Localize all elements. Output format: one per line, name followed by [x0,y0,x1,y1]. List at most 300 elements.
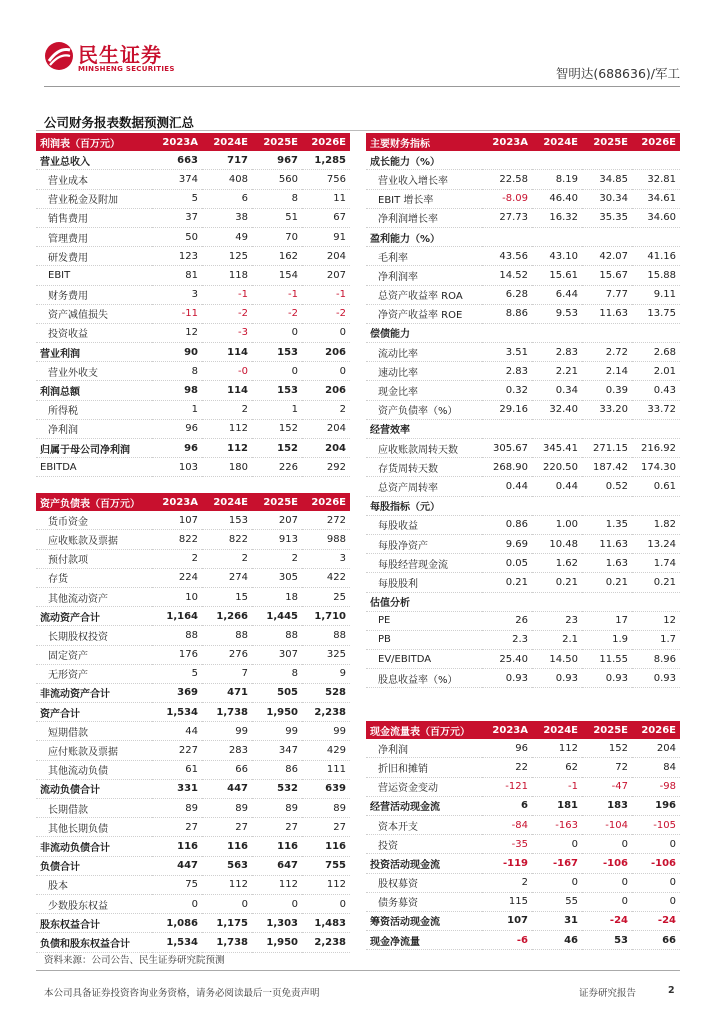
row-label: 每股净资产 [366,534,482,553]
footer-report-type: 证券研究报告 [579,988,637,999]
table-row [366,669,680,688]
value-cell: 9 [302,664,350,683]
value-cell: 204 [302,439,350,458]
value-cell: 1,483 [302,914,350,933]
value-cell: 33.72 [632,400,680,419]
value-cell: 0 [582,873,632,892]
table-row [366,796,680,815]
table-row [366,911,680,930]
value-cell: 0.44 [482,477,532,496]
value-cell: 15 [202,587,252,606]
table-row [36,511,350,530]
value-cell: 447 [202,779,252,798]
table-row [366,835,680,854]
value-cell: 162 [252,247,302,266]
value-cell: 422 [302,568,350,587]
table-title-cell: 资产负债表（百万元） [36,493,152,511]
row-label: 投资 [366,835,482,854]
value-cell: 9.11 [632,285,680,304]
row-label: 股东权益合计 [36,914,152,933]
value-cell: 447 [152,856,202,875]
value-cell: -106 [582,854,632,873]
table-row [36,247,350,266]
row-label: 折旧和摊销 [366,758,482,777]
table-row [36,400,350,419]
row-label: 毛利率 [366,247,482,266]
row-label: 非流动负债合计 [36,837,152,856]
table-row [366,458,680,477]
value-cell: 13.75 [632,304,680,323]
table-row [36,894,350,913]
table-row [366,189,680,208]
value-cell: 116 [152,837,202,856]
table-row [36,549,350,568]
value-cell: 15.61 [532,266,582,285]
table-row [366,477,680,496]
value-cell: 25.40 [482,650,532,669]
value-cell: 3 [302,549,350,568]
value-cell [632,496,680,515]
value-cell: 0 [152,894,202,913]
row-label: 投资活动现金流 [366,854,482,873]
table-row [36,343,350,362]
value-cell: 11.63 [582,534,632,553]
value-cell: 84 [632,758,680,777]
value-cell: 55 [532,892,582,911]
year-header-cell: 2023A [482,133,532,151]
value-cell: -1 [202,285,252,304]
row-label: 研发费用 [36,247,152,266]
value-cell: 27.73 [482,208,532,227]
value-cell: 8 [252,664,302,683]
table-row [366,266,680,285]
row-label: 流动比率 [366,343,482,362]
value-cell: 62 [532,758,582,777]
header-divider [44,86,680,87]
value-cell: 125 [202,247,252,266]
table-row [36,323,350,342]
table-row [36,760,350,779]
value-cell: 115 [482,892,532,911]
table-row [366,630,680,649]
table-row [366,439,680,458]
table-header-row [36,493,350,511]
value-cell: 112 [202,875,252,894]
value-cell: -24 [582,911,632,930]
table-header-row [366,721,680,739]
value-cell: 96 [152,439,202,458]
value-cell: 187.42 [582,458,632,477]
value-cell: -8.09 [482,189,532,208]
value-cell: 2.01 [632,362,680,381]
value-cell: 1.74 [632,554,680,573]
row-label: 非流动资产合计 [36,683,152,702]
balance-sheet-table [36,493,350,953]
value-cell: 23 [532,611,582,630]
value-cell: 15.88 [632,266,680,285]
value-cell: 374 [152,170,202,189]
row-label: 其他流动负债 [36,760,152,779]
value-cell: 46.40 [532,189,582,208]
value-cell: 33.20 [582,400,632,419]
table-row [366,815,680,834]
value-cell: 532 [252,779,302,798]
value-cell: 471 [202,683,252,702]
table-row [36,304,350,323]
value-cell: 0.61 [632,477,680,496]
value-cell: 88 [202,626,252,645]
row-label: 筹资活动现金流 [366,911,482,930]
key-indicators-table [366,133,680,688]
value-cell: 0 [532,873,582,892]
row-label: 每股股利 [366,573,482,592]
value-cell [532,592,582,611]
value-cell: 2,238 [302,703,350,722]
value-cell: 53 [582,931,632,950]
row-label: 归属于母公司净利润 [36,439,152,458]
value-cell: 6 [202,189,252,208]
value-cell: 2 [152,549,202,568]
value-cell: 89 [152,799,202,818]
table-row [36,818,350,837]
value-cell: 1,710 [302,607,350,626]
value-cell: -2 [202,304,252,323]
value-cell: 112 [202,439,252,458]
value-cell: 196 [632,796,680,815]
table-row [36,875,350,894]
value-cell: 429 [302,741,350,760]
value-cell: 26 [482,611,532,630]
year-header-cell: 2025E [582,133,632,151]
value-cell [632,592,680,611]
table-row [366,611,680,630]
value-cell: 1,086 [152,914,202,933]
year-header-cell: 2024E [202,493,252,511]
value-cell: 3 [152,285,202,304]
row-label: 净利润率 [366,266,482,285]
value-cell: 27 [152,818,202,837]
value-cell: -106 [632,854,680,873]
table-row [366,362,680,381]
value-cell: 0.05 [482,554,532,573]
value-cell: 116 [252,837,302,856]
value-cell: 0 [302,894,350,913]
value-cell: 43.56 [482,247,532,266]
value-cell: 27 [302,818,350,837]
value-cell: 216.92 [632,439,680,458]
value-cell: 0.93 [582,669,632,688]
value-cell: 913 [252,530,302,549]
table-row [36,607,350,626]
value-cell [582,496,632,515]
row-label: 债务募资 [366,892,482,911]
table-row [366,892,680,911]
value-cell: 118 [202,266,252,285]
value-cell: -104 [582,815,632,834]
value-cell: -1 [252,285,302,304]
value-cell: 274 [202,568,252,587]
value-cell: 1,738 [202,933,252,952]
year-header-cell: 2025E [252,493,302,511]
row-label: 其他长期负债 [36,818,152,837]
value-cell: 2.3 [482,630,532,649]
table-row [36,741,350,760]
value-cell: 0.93 [532,669,582,688]
value-cell: 152 [252,439,302,458]
row-label: 营业收入增长率 [366,170,482,189]
value-cell: 44 [152,722,202,741]
value-cell [482,323,532,342]
value-cell: 1.00 [532,515,582,534]
table-row [366,151,680,170]
value-cell: 46 [532,931,582,950]
value-cell: 7 [202,664,252,683]
year-header-cell: 2024E [202,133,252,151]
table-row [366,534,680,553]
value-cell: 226 [252,458,302,477]
value-cell: 180 [202,458,252,477]
value-cell: 153 [202,511,252,530]
value-cell: 8 [252,189,302,208]
value-cell: 88 [152,626,202,645]
value-cell: 88 [252,626,302,645]
year-header-cell: 2025E [252,133,302,151]
row-label: 应收账款及票据 [36,530,152,549]
row-label: 盈利能力（%） [366,227,482,246]
row-label: 无形资产 [36,664,152,683]
row-label: 短期借款 [36,722,152,741]
logo-text-en: MINSHENG SECURITIES [78,65,175,73]
row-label: 利润总额 [36,381,152,400]
value-cell [532,419,582,438]
value-cell: -121 [482,777,532,796]
value-cell: 1 [252,400,302,419]
value-cell: 307 [252,645,302,664]
footer-disclaimer: 本公司具备证券投资咨询业务资格，请务必阅读最后一页免责声明 [44,988,320,999]
value-cell: 66 [632,931,680,950]
table-row [366,381,680,400]
value-cell: 207 [252,511,302,530]
table-row [36,703,350,722]
row-label: 应收账款周转天数 [366,439,482,458]
value-cell: 43.10 [532,247,582,266]
value-cell: 967 [252,151,302,170]
cash-flow-table [366,721,680,950]
value-cell: 6 [482,796,532,815]
row-label: 营业外收支 [36,362,152,381]
value-cell: 0.43 [632,381,680,400]
year-header-cell: 2023A [482,721,532,739]
value-cell: 647 [252,856,302,875]
table-row [36,530,350,549]
row-label: 货币资金 [36,511,152,530]
value-cell: 34.85 [582,170,632,189]
value-cell: 0 [302,323,350,342]
value-cell: 183 [582,796,632,815]
value-cell: 822 [152,530,202,549]
table-row [36,683,350,702]
value-cell: -2 [252,304,302,323]
value-cell: 32.81 [632,170,680,189]
year-header-cell: 2024E [532,721,582,739]
value-cell [632,323,680,342]
row-label: 负债合计 [36,856,152,875]
value-cell: 116 [302,837,350,856]
table-row [36,458,350,477]
table-row [366,854,680,873]
value-cell: 176 [152,645,202,664]
row-label: 每股经营现金流 [366,554,482,573]
year-header-cell: 2026E [302,133,350,151]
year-header-cell: 2025E [582,721,632,739]
table-row [36,626,350,645]
row-label: 销售费用 [36,208,152,227]
page-number: 2 [668,985,675,996]
value-cell: -163 [532,815,582,834]
title-divider [36,130,680,131]
value-cell: 51 [252,208,302,227]
value-cell: 114 [202,343,252,362]
value-cell: 325 [302,645,350,664]
value-cell: 305.67 [482,439,532,458]
value-cell: 1.9 [582,630,632,649]
row-label: 偿债能力 [366,323,482,342]
table-row [36,381,350,400]
value-cell [482,151,532,170]
footer-divider [36,970,680,971]
value-cell: 206 [302,381,350,400]
value-cell: 505 [252,683,302,702]
value-cell: 204 [632,739,680,758]
value-cell: 152 [582,739,632,758]
value-cell: -105 [632,815,680,834]
value-cell: 153 [252,343,302,362]
value-cell: 2.72 [582,343,632,362]
value-cell: 107 [152,511,202,530]
value-cell: 224 [152,568,202,587]
value-cell: 34.61 [632,189,680,208]
value-cell [532,323,582,342]
value-cell: 99 [252,722,302,741]
value-cell [582,227,632,246]
value-cell: 8 [152,362,202,381]
value-cell: 37 [152,208,202,227]
row-label: PE [366,611,482,630]
value-cell: 2 [252,549,302,568]
value-cell: 207 [302,266,350,285]
value-cell: 99 [302,722,350,741]
value-cell [632,419,680,438]
value-cell: 206 [302,343,350,362]
value-cell: 99 [202,722,252,741]
value-cell: 1.63 [582,554,632,573]
value-cell: 22.58 [482,170,532,189]
value-cell: 1,445 [252,607,302,626]
value-cell [532,496,582,515]
value-cell: 27 [202,818,252,837]
value-cell: 86 [252,760,302,779]
table-row [366,592,680,611]
value-cell: 0.21 [532,573,582,592]
value-cell: 153 [252,381,302,400]
value-cell: 1,164 [152,607,202,626]
value-cell: 22 [482,758,532,777]
row-label: 净资产收益率 ROE [366,304,482,323]
table-row [366,739,680,758]
row-label: 资产负债率（%） [366,400,482,419]
value-cell: 111 [302,760,350,779]
row-label: EV/EBITDA [366,650,482,669]
value-cell: 0 [252,362,302,381]
value-cell: 8.19 [532,170,582,189]
value-cell: 81 [152,266,202,285]
table-row [36,439,350,458]
table-row [366,170,680,189]
value-cell: 31 [532,911,582,930]
value-cell: 345.41 [532,439,582,458]
value-cell: 2,238 [302,933,350,952]
table-title-cell: 现金流量表（百万元） [366,721,482,739]
value-cell: 1,266 [202,607,252,626]
value-cell: 25 [302,587,350,606]
table-row [36,645,350,664]
table-row [36,779,350,798]
value-cell: 2.1 [532,630,582,649]
value-cell: 822 [202,530,252,549]
value-cell: 29.16 [482,400,532,419]
row-label: 股本 [36,875,152,894]
value-cell: 0.34 [532,381,582,400]
value-cell [482,419,532,438]
table-row [366,285,680,304]
year-header-cell: 2026E [632,721,680,739]
value-cell: 27 [252,818,302,837]
value-cell: 220.50 [532,458,582,477]
row-label: 固定资产 [36,645,152,664]
value-cell: 103 [152,458,202,477]
value-cell: 0.52 [582,477,632,496]
value-cell: 1,285 [302,151,350,170]
value-cell: 98 [152,381,202,400]
value-cell: 1.82 [632,515,680,534]
table-row [366,758,680,777]
value-cell: 283 [202,741,252,760]
value-cell: 42.07 [582,247,632,266]
value-cell: 41.16 [632,247,680,266]
value-cell: 0.21 [482,573,532,592]
value-cell: 112 [252,875,302,894]
row-label: 应付账款及票据 [36,741,152,760]
row-label: 净利润 [36,419,152,438]
value-cell: 18 [252,587,302,606]
value-cell: 89 [202,799,252,818]
row-label: 所得税 [36,400,152,419]
value-cell: 12 [152,323,202,342]
value-cell: 0.21 [632,573,680,592]
value-cell: -84 [482,815,532,834]
value-cell [532,151,582,170]
value-cell: 0.32 [482,381,532,400]
table-row [36,568,350,587]
row-label: 预付款项 [36,549,152,568]
value-cell: 107 [482,911,532,930]
value-cell: 72 [582,758,632,777]
value-cell: 2 [482,873,532,892]
value-cell: 112 [302,875,350,894]
value-cell: 88 [302,626,350,645]
value-cell: 96 [152,419,202,438]
value-cell [482,496,532,515]
